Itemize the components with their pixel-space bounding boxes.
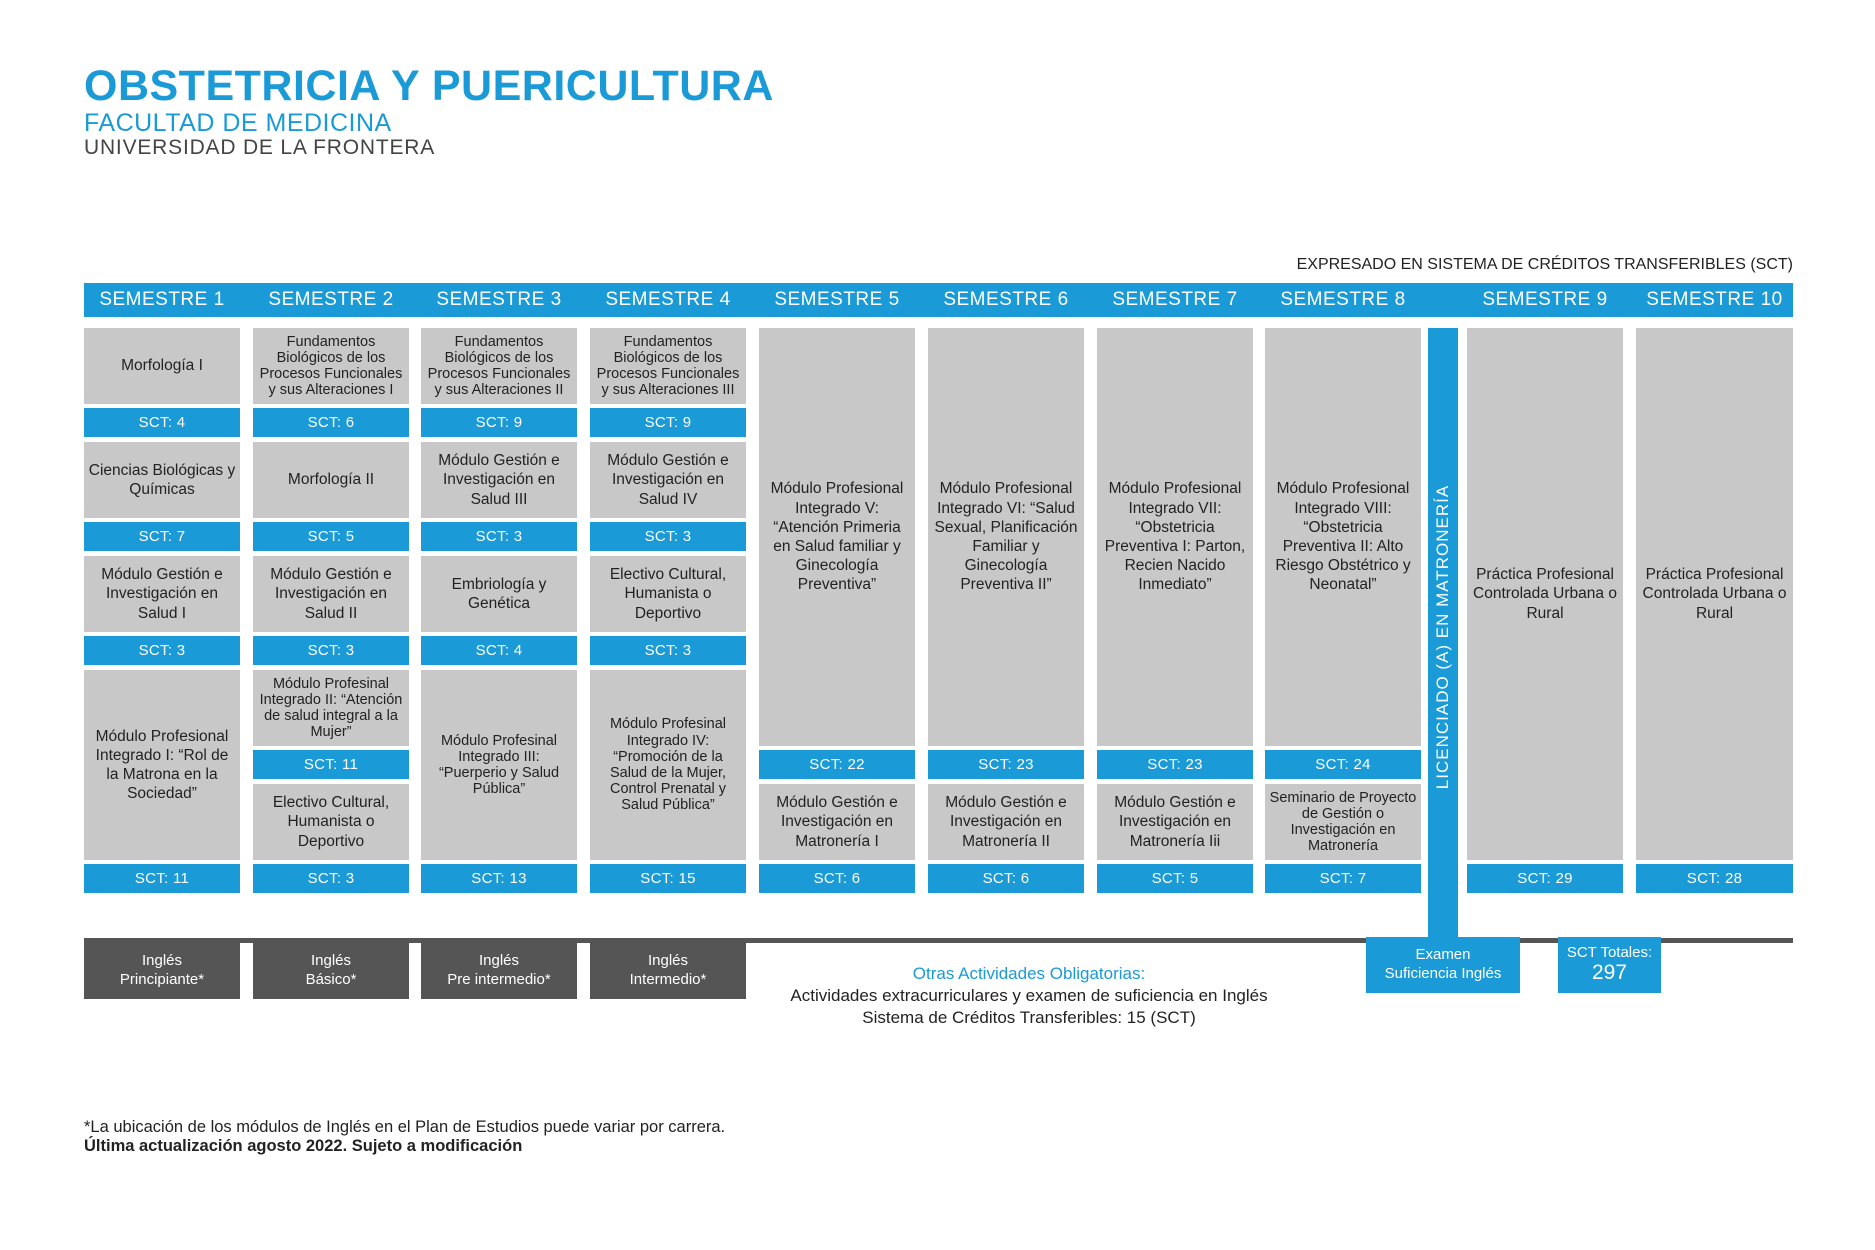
english-intermedio: [590, 943, 746, 999]
english-label: Inglés: [141, 952, 183, 970]
course-modulo-profesional-3: Módulo Profesinal Integrado III: “Puerperio y Salud Pública”: [421, 670, 577, 860]
other-activities-title: Otras Actividades Obligatorias:: [912, 964, 1146, 983]
course-gestion-matroneria-2: Módulo Gestión e Investigación en Matronería II: [928, 784, 1084, 860]
sct-badge: SCT: 3: [84, 636, 240, 665]
exam-line-2: Suficiencia Inglés: [1384, 965, 1502, 982]
sct-badge: SCT: 23: [1097, 750, 1253, 779]
sct-badge: SCT: 11: [253, 750, 409, 779]
sct-badge: SCT: 28: [1636, 864, 1793, 893]
page-title: OBSTETRICIA Y PUERICULTURA: [84, 62, 774, 110]
semester-2-label: SEMESTRE 2: [268, 289, 394, 310]
course-gestion-investigacion-3: Módulo Gestión e Investigación en Salud III: [421, 442, 577, 518]
sct-badge: SCT: 6: [928, 864, 1084, 893]
course-modulo-profesional-5: Módulo Profesional Integrado V: “Atención Primeria en Salud familiar y Ginecología Preventiva”: [759, 328, 915, 746]
sct-badge: SCT: 7: [84, 522, 240, 551]
course-fundamentos-1: Fundamentos Biológicos de los Procesos Funcionales y sus Alteraciones I: [253, 328, 409, 404]
english-exam-box: [1366, 937, 1520, 993]
sct-badge: SCT: 6: [759, 864, 915, 893]
sct-badge: SCT: 22: [759, 750, 915, 779]
semester-1-label: SEMESTRE 1: [99, 289, 225, 310]
course-gestion-matroneria-3: Módulo Gestión e Investigación en Matronería Iii: [1097, 784, 1253, 860]
course-seminario-proyecto: Seminario de Proyecto de Gestión o Investigación en Matronería: [1265, 784, 1421, 860]
sct-badge: SCT: 13: [421, 864, 577, 893]
course-modulo-profesional-2: Módulo Profesinal Integrado II: “Atención de salud integral a la Mujer”: [253, 670, 409, 746]
footnote-updated: Última actualización agosto 2022. Sujeto a modificación: [84, 1137, 523, 1155]
sct-badge: SCT: 4: [421, 636, 577, 665]
course-electivo-cultural: Electivo Cultural, Humanista o Deportivo: [590, 556, 746, 632]
course-practica-profesional-9: Práctica Profesional Controlada Urbana o Rural: [1467, 328, 1623, 860]
english-principiante: [84, 943, 240, 999]
course-ciencias-biologicas: Ciencias Biológicas y Químicas: [84, 442, 240, 518]
sct-badge: SCT: 9: [421, 408, 577, 437]
course-fundamentos-2: Fundamentos Biológicos de los Procesos Funcionales y sus Alteraciones II: [421, 328, 577, 404]
sct-badge: SCT: 15: [590, 864, 746, 893]
course-modulo-profesional-7: Módulo Profesional Integrado VII: “Obstetricia Preventiva I: Parton, Recien Nacido Inmediato”: [1097, 328, 1253, 746]
course-morfologia-1: Morfología I: [84, 328, 240, 404]
sct-badge: SCT: 4: [84, 408, 240, 437]
course-embriologia-genetica: Embriología y Genética: [421, 556, 577, 632]
english-basico: [253, 943, 409, 999]
semester-4-label: SEMESTRE 4: [605, 289, 731, 310]
faculty-name: FACULTAD DE MEDICINA: [84, 109, 392, 137]
course-modulo-profesional-8: Módulo Profesional Integrado VIII: “Obstetricia Preventiva II: Alto Riesgo Obstétrico y Neonatal”: [1265, 328, 1421, 746]
sct-badge: SCT: 11: [84, 864, 240, 893]
total-credits-value: 297: [1591, 961, 1628, 984]
other-activities: [746, 964, 1312, 1028]
course-gestion-matroneria-1: Módulo Gestión e Investigación en Matronería I: [759, 784, 915, 860]
sct-badge: SCT: 3: [421, 522, 577, 551]
sct-badge: SCT: 6: [253, 408, 409, 437]
footnote-english: *La ubicación de los módulos de Inglés en el Plan de Estudios puede variar por carrera.: [84, 1118, 726, 1136]
sct-badge: SCT: 3: [590, 636, 746, 665]
course-modulo-profesional-4: Módulo Profesinal Integrado IV: “Promoción de la Salud de la Mujer, Control Prenatal y Salud Pública”: [590, 670, 746, 860]
course-electivo-cultural: Electivo Cultural, Humanista o Deportivo: [253, 784, 409, 860]
credits-note: EXPRESADO EN SISTEMA DE CRÉDITOS TRANSFERIBLES (SCT): [1296, 256, 1793, 273]
semester-10-label: SEMESTRE 10: [1646, 289, 1783, 310]
english-pre-intermedio: [421, 943, 577, 999]
other-activities-line-2: Sistema de Créditos Transferibles: 15 (SCT): [862, 1008, 1196, 1027]
semester-6-label: SEMESTRE 6: [943, 289, 1069, 310]
english-label: Inglés: [478, 952, 519, 970]
exam-line-1: Examen: [1415, 946, 1471, 964]
total-credits-label: SCT Totales:: [1566, 944, 1653, 961]
course-gestion-investigacion-4: Módulo Gestión e Investigación en Salud IV: [590, 442, 746, 518]
sct-badge: SCT: 7: [1265, 864, 1421, 893]
english-level: Pre intermedio*: [447, 971, 551, 988]
course-gestion-investigacion-2: Módulo Gestión e Investigación en Salud II: [253, 556, 409, 632]
semester-5-label: SEMESTRE 5: [774, 289, 900, 310]
sct-badge: SCT: 23: [928, 750, 1084, 779]
course-practica-profesional-10: Práctica Profesional Controlada Urbana o Rural: [1636, 328, 1793, 860]
course-gestion-investigacion-1: Módulo Gestión e Investigación en Salud I: [84, 556, 240, 632]
sct-badge: SCT: 5: [253, 522, 409, 551]
sct-badge: SCT: 3: [253, 864, 409, 893]
other-activities-line-1: Actividades extracurriculares y examen de suficiencia en Inglés: [790, 986, 1268, 1005]
total-credits-box: [1558, 937, 1661, 993]
sct-badge: SCT: 29: [1467, 864, 1623, 893]
english-level: Principiante*: [119, 971, 205, 988]
english-level: Básico*: [305, 971, 357, 988]
course-morfologia-2: Morfología II: [253, 442, 409, 518]
sct-badge: SCT: 3: [590, 522, 746, 551]
course-modulo-profesional-6: Módulo Profesional Integrado VI: “Salud Sexual, Planificación Familiar y Ginecología Preventiva II”: [928, 328, 1084, 746]
sct-badge: SCT: 24: [1265, 750, 1421, 779]
english-level: Intermedio*: [629, 971, 707, 988]
course-fundamentos-3: Fundamentos Biológicos de los Procesos Funcionales y sus Alteraciones III: [590, 328, 746, 404]
sct-badge: SCT: 9: [590, 408, 746, 437]
course-modulo-profesional-1: Módulo Profesional Integrado I: “Rol de la Matrona en la Sociedad”: [84, 670, 240, 860]
university-name: UNIVERSIDAD DE LA FRONTERA: [84, 136, 436, 159]
semester-9-label: SEMESTRE 9: [1482, 289, 1608, 310]
english-label: Inglés: [647, 952, 689, 970]
semester-8-label: SEMESTRE 8: [1280, 289, 1406, 310]
sct-badge: SCT: 5: [1097, 864, 1253, 893]
sct-badge: SCT: 3: [253, 636, 409, 665]
semester-7-label: SEMESTRE 7: [1112, 289, 1238, 310]
degree-label: LICENCIADO (A) EN MATRONERÍA: [1433, 484, 1452, 790]
semester-3-label: SEMESTRE 3: [436, 289, 562, 310]
english-label: Inglés: [310, 952, 351, 970]
